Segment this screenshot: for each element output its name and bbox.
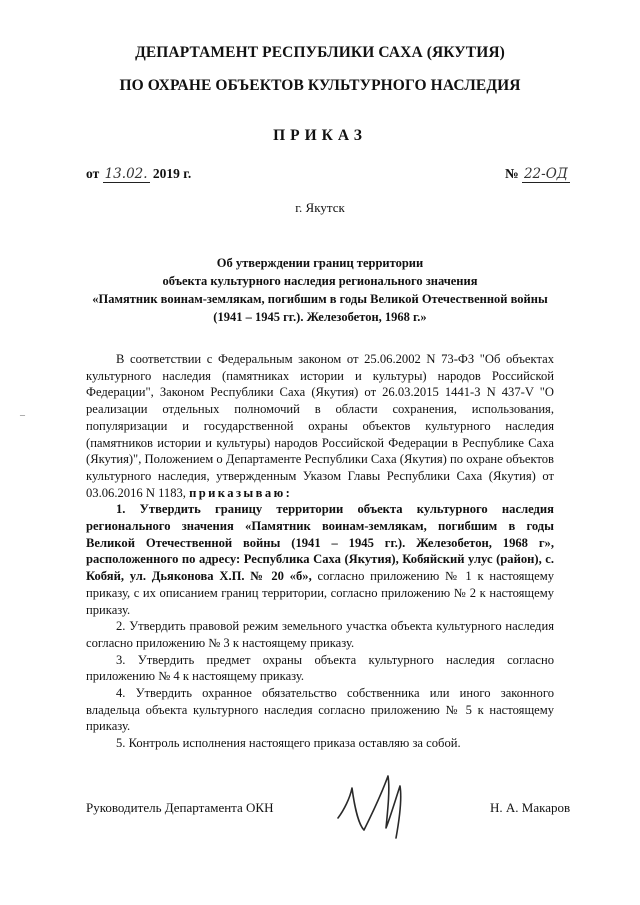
subject-line2: объекта культурного наследия регионального значения bbox=[162, 274, 478, 288]
item-1 bbox=[86, 501, 554, 618]
handwritten-signature bbox=[330, 758, 420, 848]
subject-line1: Об утверждении границ территории bbox=[216, 256, 424, 270]
order-date bbox=[86, 166, 191, 183]
preamble-paragraph bbox=[86, 351, 554, 501]
item-1-rest: согласно приложению № 1 к настоящему приказу, с их описанием границ территории, согласно приложению № 2 к настоящему приказу. bbox=[86, 569, 554, 617]
signer-position: Руководитель Департамента ОКН bbox=[86, 800, 274, 815]
order-body bbox=[86, 351, 554, 752]
orders-word: приказываю: bbox=[189, 485, 293, 500]
item-3: 3. Утвердить предмет охраны объекта культурного наследия согласно приложению № 4 к настоящему приказу. bbox=[86, 652, 554, 684]
item-2: 2. Утвердить правовой режим земельного участка объекта культурного наследия согласно приложению № 3 к настоящему приказу. bbox=[86, 619, 554, 650]
handwritten-date: 13.02. bbox=[104, 166, 148, 182]
order-title: ПРИКАЗ bbox=[273, 127, 367, 144]
signer-name: Н. А. Макаров bbox=[490, 800, 571, 815]
handwritten-number: 22-ОД bbox=[523, 166, 568, 182]
margin-mark: – bbox=[20, 410, 25, 421]
number-prefix: № bbox=[505, 166, 519, 181]
item-1-bold: 1. Утвердить границу территории объекта культурного наследия регионального значения «Памятник воинам-землякам, погибшим в годы Великой Отечественной войны (1941 – 1945 гг.). Железобетон, 1968 г», расположенного по адресу: Республика Саха (Якутия), Кобяйский улус (район), с. Кобяй, ул. Дьяконова Х.П. № 20 «б», bbox=[86, 502, 554, 584]
preamble-text: В соответствии с Федеральным законом от 25.06.2002 N 73-ФЗ "Об объектах культурного наследия (памятниках истории и культуры) народов Российской Федерации", Законом Республики Саха (Якутия) от 26.03.2015 1441-З N 437-V "О реализации отдельных полномочий в области сохранения, использования, популяризации и государственной охраны объектов культурного наследия (памятников истории и культуры) народов Российской Федерации в Республике Саха (Якутия)", Положением о Департаменте Республики Саха (Якутия) по охране объектов культурного наследия, утвержденным Указом Главы Республики Саха (Якутия) от 03.06.2016 N 1183, bbox=[86, 352, 554, 500]
subject-line4: (1941 – 1945 гг.). Железобетон, 1968 г.» bbox=[213, 310, 427, 324]
department-name-line1: ДЕПАРТАМЕНТ РЕСПУБЛИКИ САХА (ЯКУТИЯ) bbox=[135, 44, 505, 61]
city: г. Якутск bbox=[295, 200, 345, 215]
item-5: 5. Контроль исполнения настоящего приказа оставляю за собой. bbox=[116, 736, 461, 751]
order-number bbox=[505, 166, 570, 183]
subject-line3: «Памятник воинам-землякам, погибшим в годы Великой Отечественной войны bbox=[92, 292, 548, 306]
item-4: 4. Утвердить охранное обязательство собственника или иного законного владельца объекта культурного наследия согласно приложению № 5 к настоящему приказу. bbox=[86, 686, 554, 734]
date-prefix: от bbox=[86, 166, 100, 181]
date-year: 2019 г. bbox=[152, 166, 192, 181]
department-name-line2: ПО ОХРАНЕ ОБЪЕКТОВ КУЛЬТУРНОГО НАСЛЕДИЯ bbox=[119, 77, 521, 94]
